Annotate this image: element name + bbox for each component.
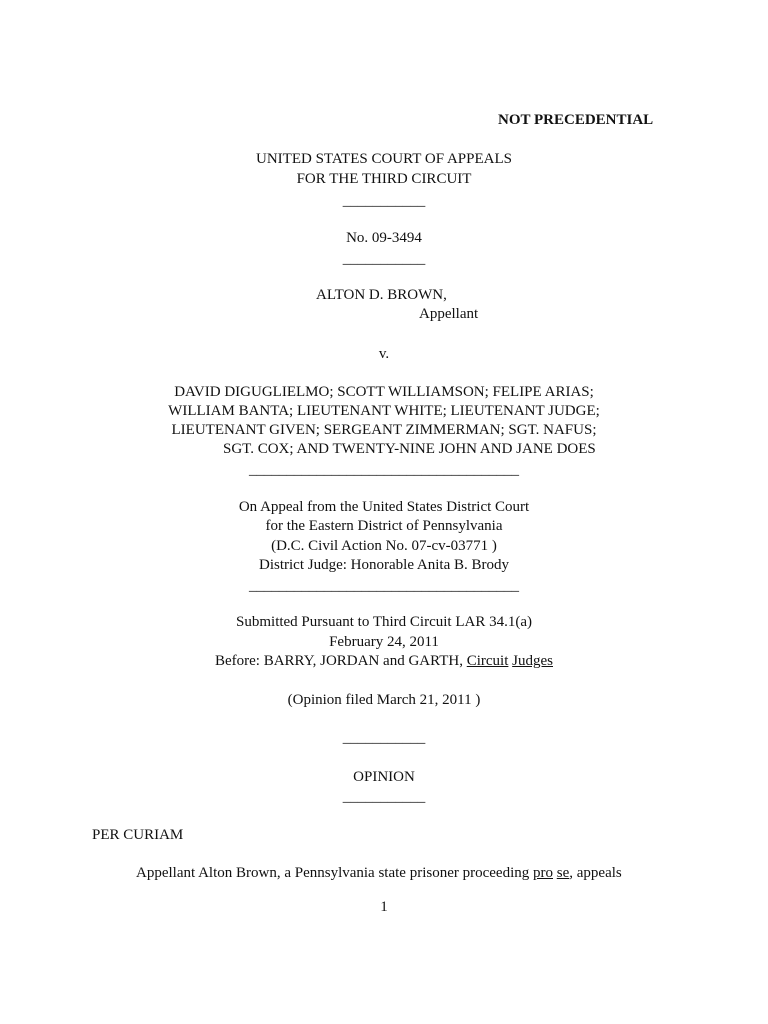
separator-rule-long: ____________________________________ (249, 462, 519, 478)
submission-date: February 24, 2011 (329, 634, 439, 650)
opinion-heading: OPINION (353, 769, 415, 785)
judges-word: Judges (512, 653, 553, 669)
panel-prefix: Before: BARRY, JORDAN and GARTH, (214, 653, 463, 669)
page-number: 1 (380, 899, 388, 915)
se-word: se (556, 865, 570, 881)
not-precedential-label: NOT PRECEDENTIAL (498, 112, 654, 128)
defendants-line: LIEUTENANT GIVEN; SERGEANT ZIMMERMAN; SGT. NAFUS; (171, 422, 597, 438)
separator-rule: ___________ (342, 251, 426, 267)
versus-label: v. (378, 346, 390, 362)
circuit-word: Circuit (466, 653, 509, 669)
panel-judges (0, 652, 768, 671)
separator-rule: ___________ (342, 789, 426, 805)
body-text: Appellant Alton Brown, a Pennsylvania state prisoner proceeding (136, 865, 530, 881)
defendants-line: WILLIAM BANTA; LIEUTENANT WHITE; LIEUTENANT JUDGE; (168, 403, 600, 419)
pro-word: pro (533, 865, 553, 881)
case-number: No. 09-3494 (346, 230, 422, 246)
appeal-origin-line: On Appeal from the United States District Court (238, 499, 530, 515)
appellant-name: ALTON D. BROWN, (316, 287, 447, 303)
district-judge: District Judge: Honorable Anita B. Brody (259, 557, 509, 573)
per-curiam-label: PER CURIAM (92, 827, 184, 843)
defendants-line: DAVID DIGUGLIELMO; SCOTT WILLIAMSON; FELIPE ARIAS; (174, 384, 594, 400)
opinion-body-first-line (136, 864, 622, 883)
appeal-district-line: for the Eastern District of Pennsylvania (265, 518, 503, 534)
opinion-filed-date: (Opinion filed March 21, 2011 ) (287, 692, 481, 708)
separator-rule: ___________ (342, 730, 426, 746)
separator-rule-long: ____________________________________ (249, 578, 519, 594)
submission-line: Submitted Pursuant to Third Circuit LAR 34.1(a) (236, 614, 532, 630)
court-name-line1: UNITED STATES COURT OF APPEALS (256, 151, 512, 167)
defendants-line: SGT. COX; AND TWENTY-NINE JOHN AND JANE DOES (223, 441, 596, 457)
court-name-line2: FOR THE THIRD CIRCUIT (296, 171, 472, 187)
body-text-suffix: , appeals (569, 865, 622, 881)
separator-rule: ___________ (342, 193, 426, 209)
civil-action-number: (D.C. Civil Action No. 07-cv-03771 ) (271, 538, 497, 554)
appellant-role: Appellant (419, 306, 479, 322)
